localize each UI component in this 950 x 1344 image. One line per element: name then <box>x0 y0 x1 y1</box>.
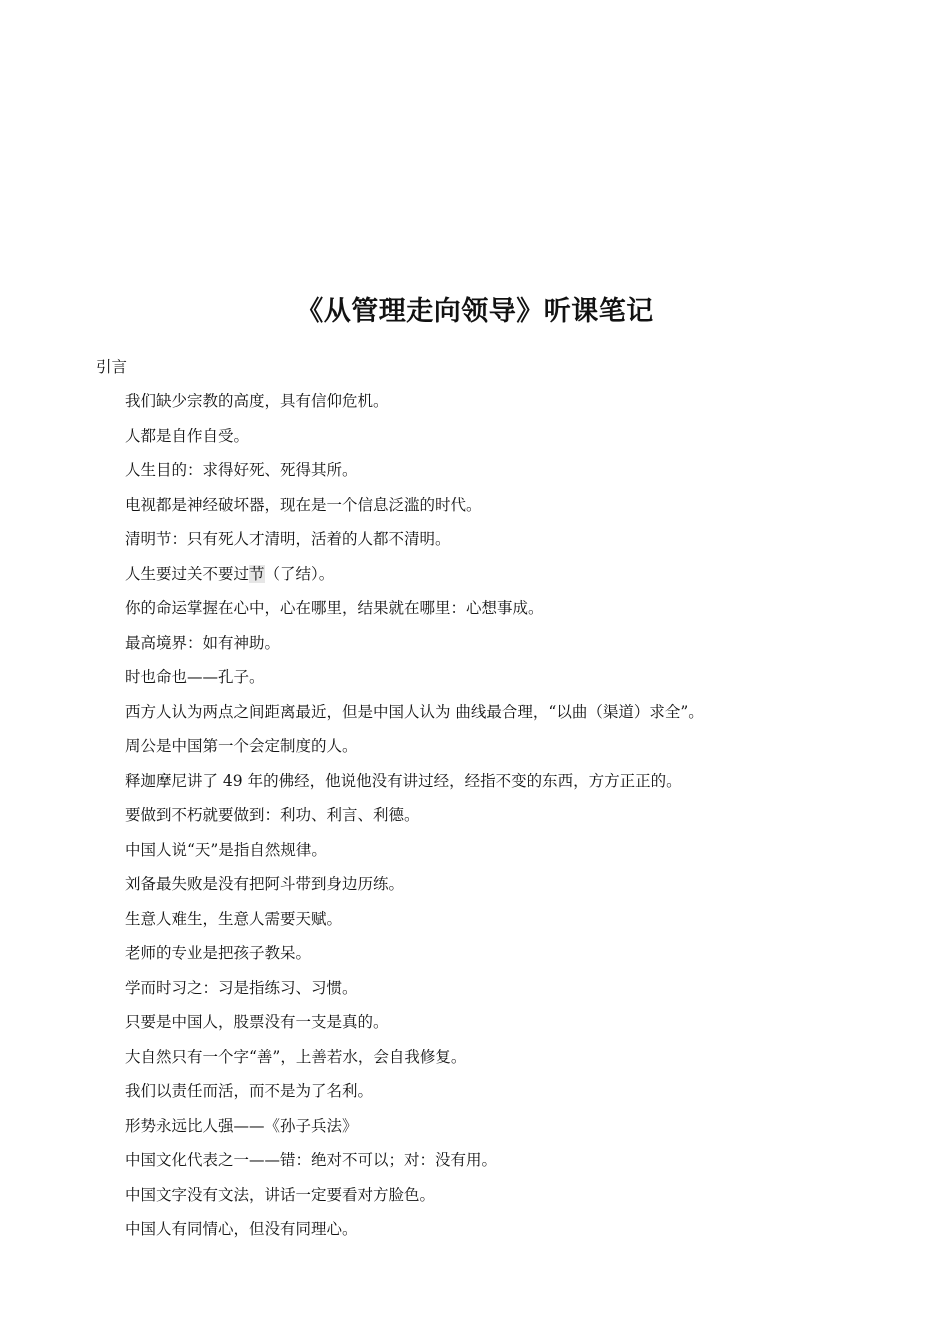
note-line: 要做到不朽就要做到：利功、利言、利德。 <box>125 806 420 824</box>
note-line: 中国人有同情心，但没有同理心。 <box>125 1220 358 1238</box>
note-line: 电视都是神经破坏器，现在是一个信息泛滥的时代。 <box>125 495 482 514</box>
notes-list <box>125 389 845 1252</box>
note-line: 时也命也——孔子。 <box>125 668 265 686</box>
note-line: 大自然只有一个字“善”，上善若水，会自我修复。 <box>125 1047 467 1066</box>
note-line: 我们缺少宗教的高度，具有信仰危机。 <box>125 392 389 410</box>
note-line: 你的命运掌握在心中，心在哪里，结果就在哪里：心想事成。 <box>125 599 544 617</box>
note-line: 中国文字没有文法，讲话一定要看对方脸色。 <box>125 1185 436 1204</box>
note-line: 老师的专业是把孩子教呆。 <box>125 944 312 962</box>
note-line: 学而时习之：习是指练习、习惯。 <box>125 978 358 997</box>
note-text: （了结）。 <box>264 564 335 583</box>
note-line: 生意人难生，生意人需要天赋。 <box>125 909 343 928</box>
document-title: 《从管理走向领导》听课笔记 <box>296 296 654 327</box>
note-line: 释迦摩尼讲了 49 年的佛经，他说他没有讲过经，经指不变的东西，方方正正的。 <box>125 771 682 790</box>
note-line: 人都是自作自受。 <box>125 426 250 445</box>
note-line: 只要是中国人，股票没有一支是真的。 <box>125 1013 389 1031</box>
note-line: 我们以责任而活，而不是为了名利。 <box>125 1082 374 1100</box>
note-text: 人生要过关不要过 <box>125 564 250 583</box>
note-line: 中国人说“天”是指自然规律。 <box>125 840 327 859</box>
note-line: 周公是中国第一个会定制度的人。 <box>125 737 358 755</box>
highlighted-char: 节 <box>249 564 265 583</box>
section-heading: 引言 <box>96 358 128 376</box>
note-line: 清明节：只有死人才清明，活着的人都不清明。 <box>125 530 451 548</box>
note-line: 最高境界：如有神助。 <box>125 633 281 652</box>
note-line <box>125 562 845 597</box>
note-line: 中国文化代表之一——错：绝对不可以；对：没有用。 <box>125 1151 498 1169</box>
note-line: 刘备最失败是没有把阿斗带到身边历练。 <box>125 875 405 893</box>
note-line: 形势永远比人强——《孙子兵法》 <box>125 1116 358 1135</box>
note-line: 人生目的：求得好死、死得其所。 <box>125 461 358 479</box>
note-line: 西方人认为两点之间距离最近，但是中国人认为 曲线最合理，“以曲（渠道）求全”。 <box>125 702 704 721</box>
